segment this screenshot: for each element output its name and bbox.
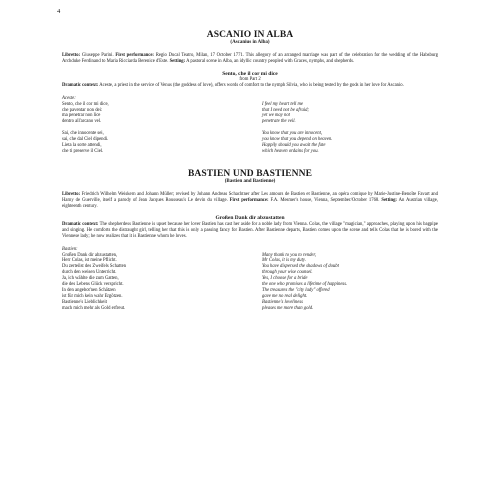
context-text: Aceste, a priest in the service of Venus (the goddess of love), offers words of comfort to the nymph Silvia, who is being tested by the gods in her love for Ascanio. bbox=[98, 82, 404, 88]
translation-line: Mr Colas, it is my duty. bbox=[262, 258, 306, 264]
speaker-name: Bastien: bbox=[62, 246, 78, 252]
lyric-line: Du zerteilst des Zweifels Schatten bbox=[62, 264, 127, 270]
setting-text: An Austrian village, eighteenth century. bbox=[62, 197, 438, 209]
performance-text: Regio Ducal Teatro, Milan, 17 October 1771. This allegory of an arranged marriage was part of the celebration for the wedding of the Habsburg Archduke Ferdinand to Maria Ricciarda Berenice d'Este. bbox=[62, 53, 438, 64]
lyric-line: Herr Colas, ist meine Pflicht. bbox=[62, 258, 117, 264]
lyric-line: In den angebot'nen Schätzen bbox=[62, 287, 116, 293]
section-subtitle: (Bastien and Bastienne) bbox=[224, 178, 276, 184]
translation-line: Bastienne's loveliness bbox=[262, 299, 303, 305]
opera-info bbox=[62, 53, 438, 65]
lyrics bbox=[62, 96, 438, 161]
translation-line: Yes, I choose for a bride bbox=[262, 276, 308, 282]
page-content bbox=[62, 30, 438, 317]
page-number: 4 bbox=[57, 8, 61, 15]
lyric-line: ma penetrar non lice bbox=[62, 113, 101, 119]
lyric-line: Bastienne's Lieblichkeit bbox=[62, 299, 107, 305]
stanza bbox=[62, 131, 438, 155]
translation-line: You have dispersed the shadows of doubt bbox=[262, 264, 339, 270]
translation-line: I feel my heart tell me bbox=[262, 101, 303, 107]
libretto-label: Libretto: bbox=[62, 53, 81, 58]
original-text-column bbox=[62, 96, 262, 125]
original-text-column bbox=[62, 247, 262, 312]
aria-title: Großen Dank dir abzustatten bbox=[215, 215, 285, 222]
libretto-text: Friedrich Wilhelm Weiskern and Johann Müller; revised by Johann Andreas Schachtner after Les amours de Bastien et Bastienne, an opéra comique by Marie-Justine-Benoîte Favart and Harny de Guerville, itself a parody of Jean Jacques Rousseau's Le devin du village. bbox=[62, 191, 438, 203]
dramatic-context bbox=[62, 83, 438, 89]
aria-title: Sento, che il cor mi dice bbox=[222, 70, 278, 77]
performance-label: First performance: bbox=[229, 197, 269, 203]
lyric-line: Großen Dank dir abzustatten, bbox=[62, 252, 118, 258]
section-ascanio bbox=[62, 30, 438, 161]
setting-label: Setting: bbox=[381, 197, 397, 203]
translation-line: that I need not be afraid; bbox=[262, 107, 309, 113]
section-title: ASCANIO IN ALBA bbox=[206, 30, 294, 40]
performance-text: F.A. Mesmer's house, Vienna, September/October 1768. bbox=[268, 197, 382, 203]
translation-column bbox=[262, 247, 438, 312]
translation-line: you know that you depend on heaven. bbox=[262, 137, 333, 143]
stanza bbox=[62, 96, 438, 125]
lyrics bbox=[62, 247, 438, 318]
translation-line: which heaven ordains for you. bbox=[262, 148, 319, 154]
translation-line: penetrate the veil. bbox=[262, 119, 296, 125]
translation-line: Many thank to you to render, bbox=[262, 252, 316, 258]
setting-label: Setting: bbox=[169, 58, 186, 64]
libretto-text: Giuseppe Parini. bbox=[80, 53, 116, 58]
lyric-line: mach mich mehr als Gold erfreut. bbox=[62, 305, 126, 311]
lyric-line: sai, che dal Ciel dipendi. bbox=[62, 137, 109, 143]
translation-line: gave me no real delight. bbox=[262, 293, 308, 299]
lyric-line: che ti preserve il Ciel. bbox=[62, 148, 104, 154]
translation-line: the one who promises a lifetime of happiness. bbox=[262, 282, 348, 288]
setting-text: A pastoral scene in Alba, an idyllic country peopled with Graces, nymphs, and shepherds. bbox=[185, 58, 355, 64]
translation-line: The treasures the "city lady" offered bbox=[262, 287, 330, 293]
libretto-label: Libretto: bbox=[62, 191, 81, 197]
lyric-line: dentro all'arcano vel. bbox=[62, 119, 102, 125]
context-label: Dramatic context: bbox=[62, 82, 99, 88]
lyric-line: Lieta la sorte attendi, bbox=[62, 142, 102, 148]
lyric-line: durch den weisen Unterricht. bbox=[62, 270, 117, 276]
lyric-line: die des Lebens Glück verspricht. bbox=[62, 282, 124, 288]
translation-line: yet we may not bbox=[262, 113, 290, 119]
speaker-name: Aceste: bbox=[62, 95, 76, 101]
aria-source: from Part 2 bbox=[239, 77, 261, 83]
translation-column bbox=[262, 131, 438, 155]
translation-line: You know that you are innocent, bbox=[262, 131, 323, 137]
opera-info bbox=[62, 192, 438, 210]
original-text-column bbox=[62, 131, 262, 155]
translation-line: pleases me more than gold. bbox=[262, 305, 314, 311]
lyric-line: che paventar non dei: bbox=[62, 107, 103, 113]
lyric-line: Sai, che innocente sei, bbox=[62, 131, 104, 137]
lyric-line: Ja, ich wählte die zum Gatten, bbox=[62, 276, 119, 282]
section-subtitle: (Ascanius in Alba) bbox=[230, 40, 270, 45]
section-title: BASTIEN UND BASTIENNE bbox=[187, 168, 313, 179]
stanza bbox=[62, 247, 438, 312]
lyric-line: Sento, che il cor mi dice, bbox=[62, 101, 109, 107]
context-text: The shepherdess Bastienne is upset because her lover Bastien has cast her aside for a noble lady from Vienna. Colas, the village "magician," approaches, playing upon his bagpipe and singing. He comforts the distraught girl, telling her that this is only a passing fancy for Bastien. After Bastienne departs, Bastien comes upon the scene and tells Colas that he is bored with the Viennese lady; he now realizes that it is Bastienne whom he loves. bbox=[62, 221, 439, 239]
translation-column bbox=[262, 96, 438, 125]
context-label: Dramatic context: bbox=[62, 221, 99, 227]
performance-label: First performance: bbox=[115, 53, 154, 58]
dramatic-context bbox=[62, 222, 438, 240]
lyric-line: ist für mich kein wahr Ergötzen. bbox=[62, 293, 123, 299]
translation-line: Happily should you await the fate bbox=[262, 142, 326, 148]
section-bastien bbox=[62, 169, 438, 318]
translation-line: through your wise counsel. bbox=[262, 270, 313, 276]
